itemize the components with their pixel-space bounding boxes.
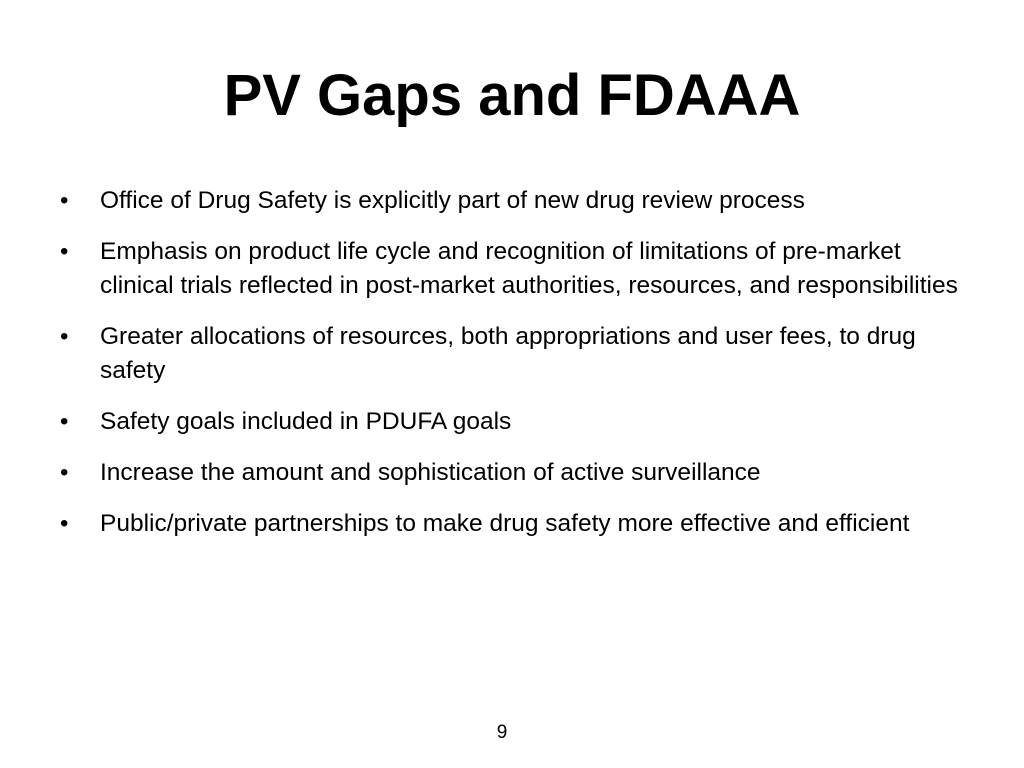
bullet-icon: •	[60, 187, 69, 214]
bullet-text: Safety goals included in PDUFA goals	[100, 408, 512, 435]
bullet-text: Office of Drug Safety is explicitly part of new drug review process	[100, 187, 805, 214]
bullet-item	[60, 456, 960, 490]
bullet-text: Emphasis on product life cycle and recognition of limitations of pre-market clinical trials reflected in post-market authorities, resources, and responsibilities	[100, 238, 958, 299]
bullet-list	[60, 184, 960, 558]
bullet-item	[60, 405, 960, 439]
bullet-icon: •	[60, 238, 69, 265]
bullet-text: Greater allocations of resources, both appropriations and user fees, to drug safety	[100, 323, 916, 384]
slide-title: PV Gaps and FDAAA	[223, 63, 801, 128]
bullet-item	[60, 235, 960, 303]
bullet-item	[60, 507, 960, 541]
bullet-icon: •	[60, 510, 69, 537]
bullet-text: Public/private partnerships to make drug safety more effective and efficient	[100, 510, 910, 537]
page-number: 9	[496, 722, 508, 743]
bullet-icon: •	[60, 459, 69, 486]
bullet-icon: •	[60, 408, 69, 435]
bullet-item	[60, 320, 960, 388]
bullet-item	[60, 184, 960, 218]
bullet-icon: •	[60, 323, 69, 350]
bullet-text: Increase the amount and sophistication of active surveillance	[100, 459, 761, 486]
